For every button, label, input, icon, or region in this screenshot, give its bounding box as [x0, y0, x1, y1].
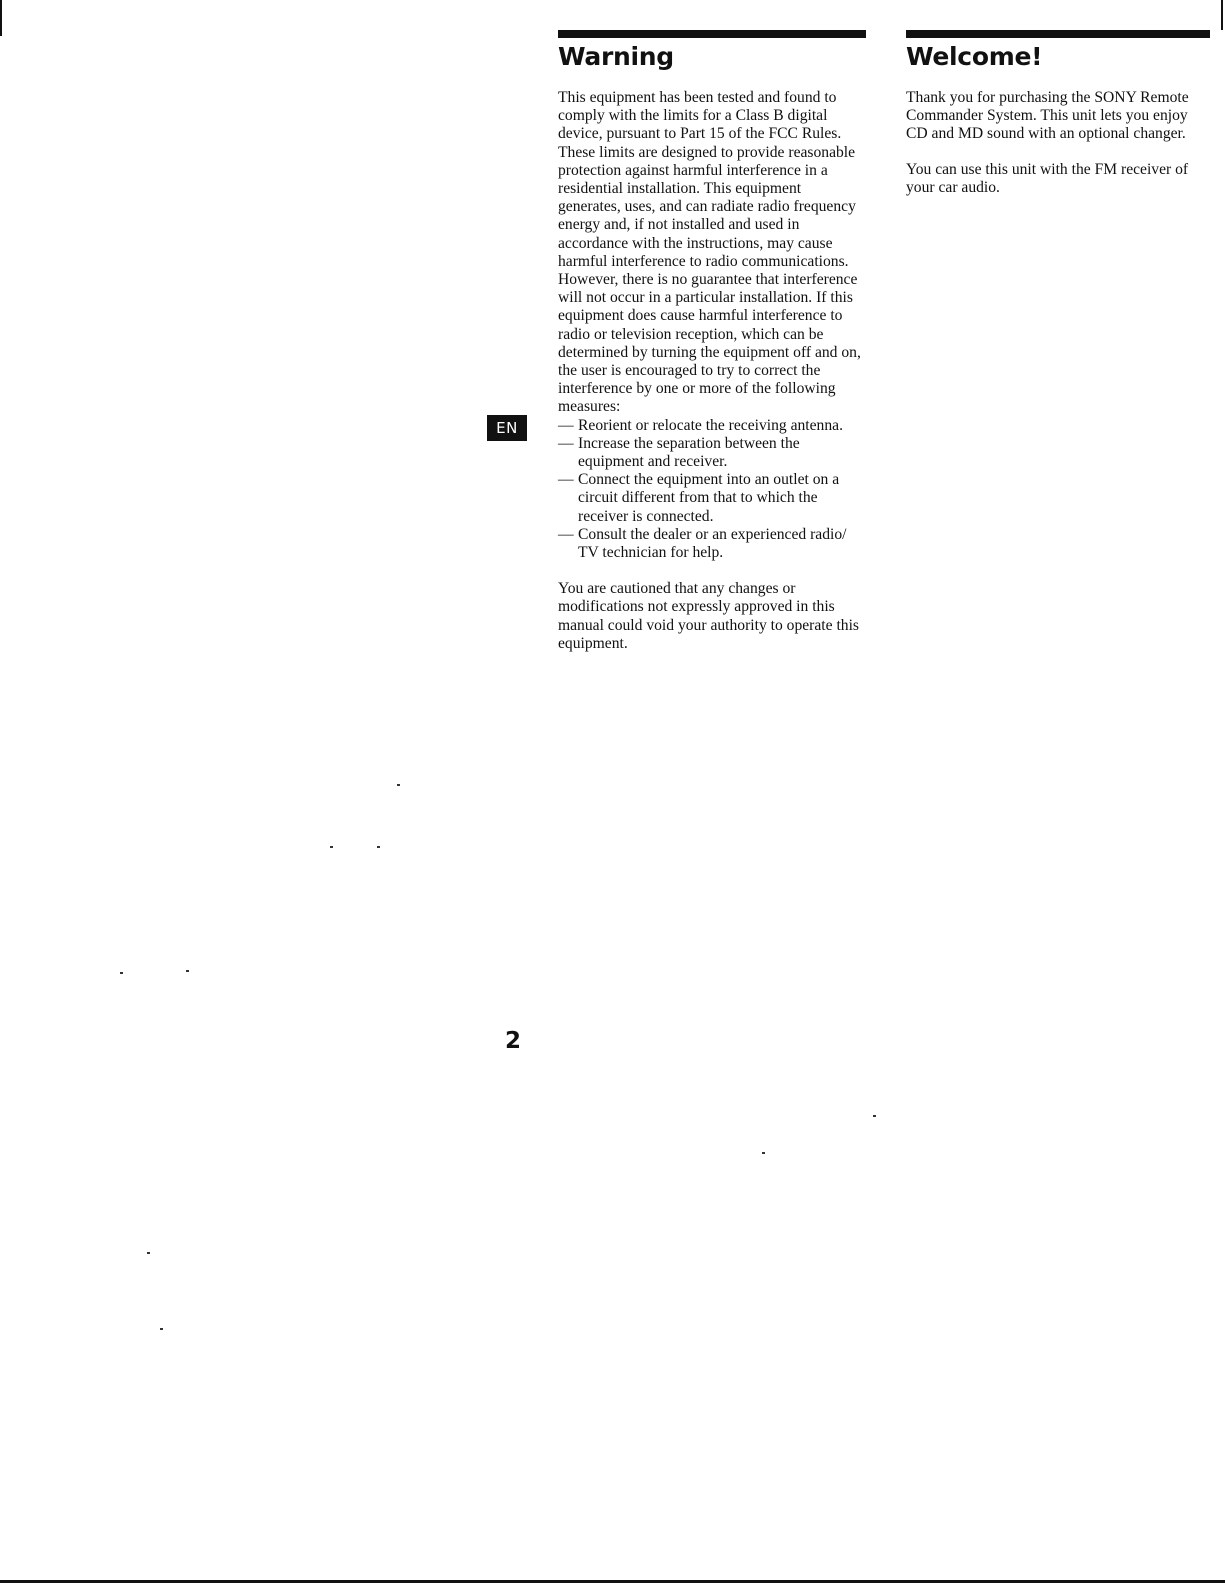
measure-item: — Reorient or relocate the receiving antenna.: [558, 416, 843, 434]
page-edge-mark-right: [1221, 0, 1223, 30]
scan-speck: [186, 970, 189, 972]
language-tab: EN: [487, 415, 527, 441]
page-edge-mark-left: [0, 0, 2, 36]
welcome-section: [906, 30, 1210, 197]
measure-item: — Consult the dealer or an experienced radio/ TV technician for help.: [558, 525, 847, 562]
dash-bullet: —: [558, 416, 574, 434]
measure-item: — Increase the separation between the equipment and receiver.: [558, 434, 800, 471]
scan-speck: [873, 1115, 876, 1117]
scan-speck: [762, 1152, 765, 1154]
scan-speck: [147, 1252, 150, 1254]
scan-speck: [377, 846, 380, 848]
dash-bullet: —: [558, 525, 574, 543]
page-number: 2: [505, 1028, 522, 1054]
section-rule: [558, 30, 866, 38]
welcome-paragraph: You can use this unit with the FM receiver of your car audio.: [906, 160, 1189, 196]
scan-speck: [397, 784, 400, 786]
dash-bullet: —: [558, 434, 574, 452]
section-rule: [906, 30, 1210, 38]
warning-section: [558, 30, 866, 653]
measure-item: — Connect the equipment into an outlet on a circuit different from that to which the receiver is connected.: [558, 471, 840, 525]
warning-caution: You are cautioned that any changes or modifications not expressly approved in this manual could void your authority to operate this equipment.: [558, 580, 859, 652]
dash-bullet: —: [558, 471, 574, 489]
warning-intro: This equipment has been tested and found to comply with the limits for a Class B digital device, pursuant to Part 15 of the FCC Rules. These limits are designed to provide reasonable protection against harmful interference in a residential installation. This equipment generates, uses, and can radiate radio frequency energy and, if not installed and used in accordance with the instructions, may cause harmful interference to radio communications. However, there is no guarantee that interference will not occur in a particular installation. If this equipment does cause harmful interference to radio or television reception, which can be determined by turning the equipment off and on, the user is encouraged to try to correct the interference by one or more of the following measures:: [558, 89, 861, 416]
scan-speck: [330, 846, 333, 848]
scan-speck: [120, 972, 123, 974]
welcome-paragraph: Thank you for purchasing the SONY Remote Commander System. This unit lets you enjoy CD and MD sound with an optional changer.: [906, 89, 1189, 143]
scan-speck: [160, 1328, 163, 1330]
welcome-title: Welcome!: [906, 42, 1043, 71]
measures-list: [558, 417, 866, 563]
warning-title: Warning: [558, 42, 674, 71]
